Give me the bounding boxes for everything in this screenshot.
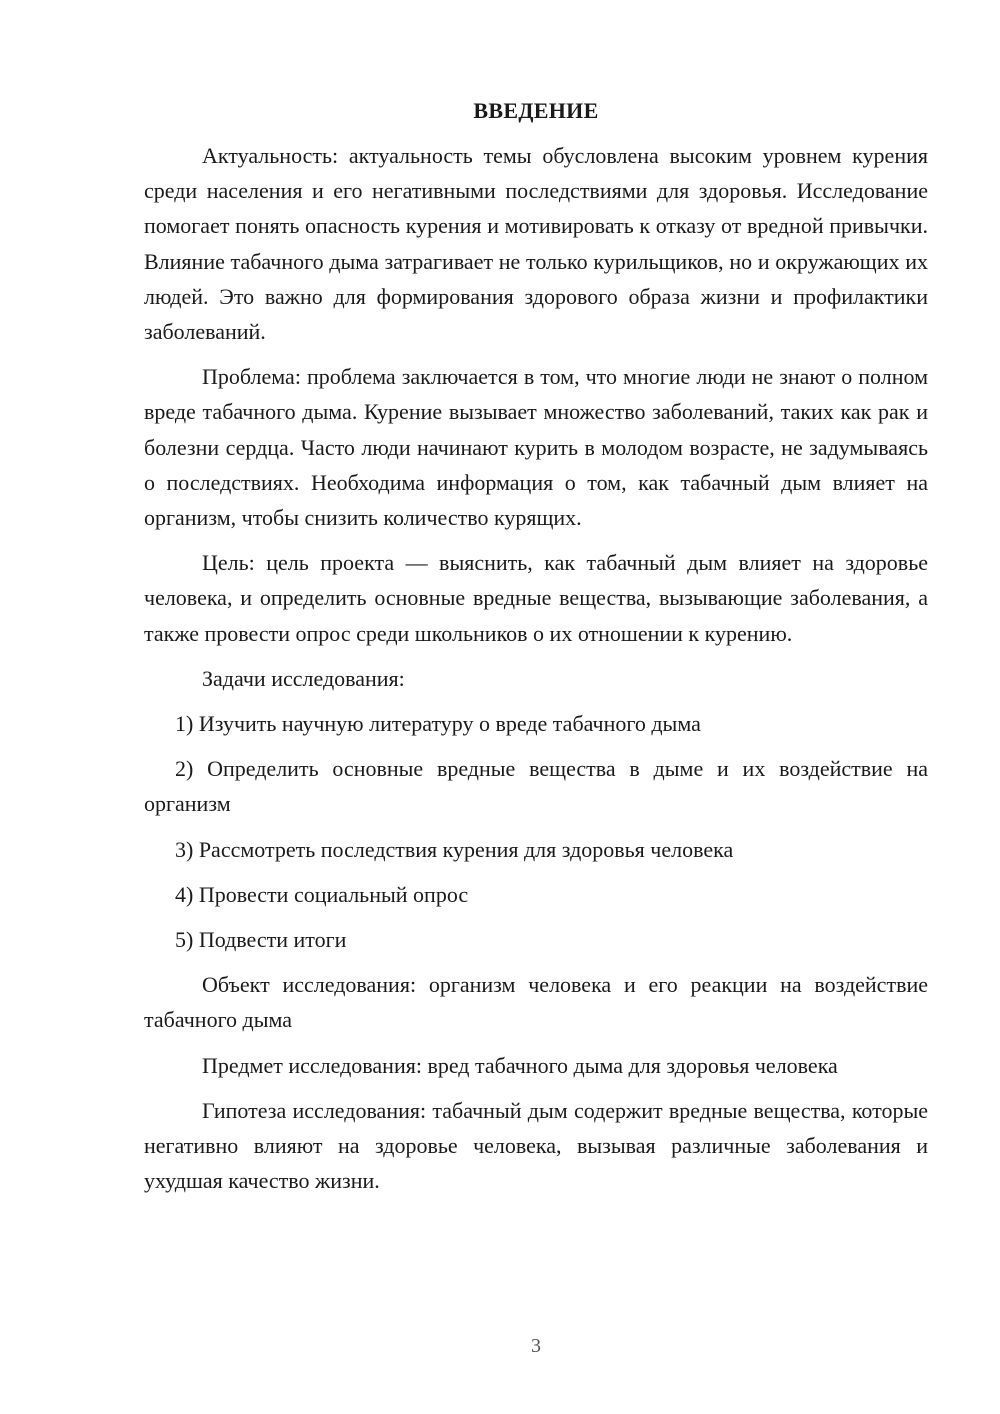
- section-heading: ВВЕДЕНИЕ: [473, 98, 599, 123]
- task-item-4: 4) Провести социальный опрос: [175, 881, 469, 907]
- paragraph-hypothesis: Гипотеза исследования: табачный дым содержит вредные вещества, которые негативно влияют на здоровье человека, вызывая различные заболевания и ухудшая качество жизни.: [144, 1097, 928, 1194]
- task-item-3: 3) Рассмотреть последствия курения для здоровья человека: [175, 836, 734, 862]
- paragraph-object: Объект исследования: организм человека и его реакции на воздействие табачного дыма: [144, 972, 928, 1033]
- tasks-heading: Задачи исследования:: [202, 665, 405, 691]
- task-item-2: 2) Определить основные вредные вещества в дыме и их воздействие на организм: [144, 756, 928, 817]
- page-number: 3: [531, 1335, 541, 1357]
- task-item-1: 1) Изучить научную литературу о вреде табачного дыма: [175, 711, 701, 737]
- document-page: [144, 96, 928, 1208]
- task-item-5: 5) Подвести итоги: [175, 927, 347, 953]
- paragraph-relevance: Актуальность: актуальность темы обусловлена высоким уровнем курения среди населения и его негативными последствиями для здоровья. Исследование помогает понять опасность курения и мотивировать к отказу от вредной привычки. Влияние табачного дыма затрагивает не только курильщиков, но и окружающих их людей. Это важно для формирования здорового образа жизни и профилактики заболеваний.: [144, 143, 928, 345]
- paragraph-subject: Предмет исследования: вред табачного дыма для здоровья человека: [202, 1052, 838, 1078]
- paragraph-goal: Цель: цель проекта — выяснить, как табачный дым влияет на здоровье человека, и определить основные вредные вещества, вызывающие заболевания, а также провести опрос среди школьников о их отношении к курению.: [144, 550, 928, 646]
- paragraph-problem: Проблема: проблема заключается в том, что многие люди не знают о полном вреде табачного дыма. Курение вызывает множество заболеваний, таких как рак и болезни сердца. Часто люди начинают курить в молодом возрасте, не задумываясь о последствиях. Необходима информация о том, как табачный дым влияет на организм, чтобы снизить количество курящих.: [144, 364, 928, 531]
